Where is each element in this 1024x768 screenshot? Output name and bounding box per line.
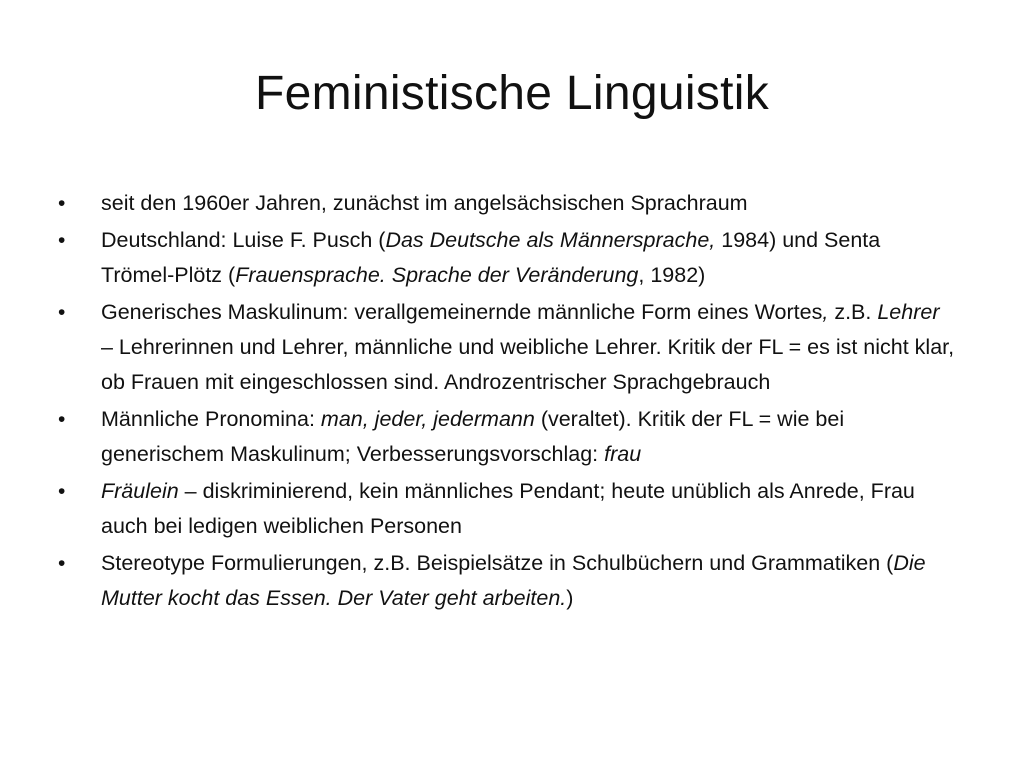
bullet-text-italic: frau bbox=[604, 442, 642, 466]
bullet-text bbox=[101, 407, 844, 466]
bullet-text bbox=[101, 479, 915, 538]
bullet-list bbox=[56, 186, 956, 618]
slide-title: Feministische Linguistik bbox=[254, 67, 770, 120]
bullet-text-segment: – Lehrerinnen und Lehrer, männliche und weibliche Lehrer. Kritik der FL = es ist nicht klar, ob Frauen mit eingeschlossen sind. Androzentrischer Sprachgebrauch bbox=[101, 335, 955, 394]
bullet-text-italic: Fräulein bbox=[101, 479, 179, 503]
bullet-text-segment: Stereotype Formulierungen, z.B. Beispielsätze in Schulbüchern und Grammatiken ( bbox=[101, 551, 894, 575]
bullet-item bbox=[56, 402, 956, 472]
bullet-dot-icon: • bbox=[58, 192, 66, 215]
bullet-text-italic: , bbox=[822, 300, 829, 324]
bullet-item bbox=[56, 186, 956, 221]
bullet-item bbox=[56, 223, 956, 293]
bullet-text-segment: 1984) und Senta Trömel-Plötz ( bbox=[101, 228, 881, 287]
bullet-text-segment: seit den 1960er Jahren, zunächst im angelsächsischen Sprachraum bbox=[101, 191, 748, 215]
bullet-text bbox=[101, 551, 926, 610]
bullet-text-segment: ) bbox=[566, 586, 574, 610]
bullet-text bbox=[101, 300, 954, 394]
bullet-item bbox=[56, 295, 956, 400]
bullet-item bbox=[56, 474, 956, 544]
bullet-text-italic: man, jeder, jedermann bbox=[320, 407, 535, 431]
bullet-text-segment: Generisches Maskulinum: verallgemeinernde männliche Form eines Wortes bbox=[101, 300, 823, 324]
bullet-text-segment: Männliche Pronomina: bbox=[101, 407, 321, 431]
bullet-dot-icon: • bbox=[58, 229, 66, 252]
bullet-dot-icon: • bbox=[58, 408, 66, 431]
bullet-dot-icon: • bbox=[58, 301, 66, 324]
bullet-text-italic: Die Mutter kocht das Essen. Der Vater geht arbeiten. bbox=[101, 551, 926, 610]
bullet-text bbox=[101, 191, 748, 215]
bullet-text-segment: (veraltet). Kritik der FL = wie bei generischem Maskulinum; Verbesserungsvorschlag: bbox=[101, 407, 845, 466]
bullet-item bbox=[56, 546, 956, 616]
bullet-text-italic: Frauensprache. Sprache der Veränderung bbox=[235, 263, 639, 287]
bullet-dot-icon: • bbox=[58, 552, 66, 575]
bullet-text-italic: Das Deutsche als Männersprache, bbox=[385, 228, 716, 252]
bullet-text-segment: , 1982) bbox=[638, 263, 706, 287]
bullet-text-segment: z.B. bbox=[828, 300, 878, 324]
bullet-text-segment: – diskriminierend, kein männliches Pendant; heute unüblich als Anrede, Frau auch bei ledigen weiblichen Personen bbox=[101, 479, 915, 538]
bullet-text-italic: Lehrer bbox=[877, 300, 940, 324]
bullet-text bbox=[101, 228, 880, 287]
bullet-text-segment: Deutschland: Luise F. Pusch ( bbox=[101, 228, 386, 252]
bullet-dot-icon: • bbox=[58, 480, 66, 503]
